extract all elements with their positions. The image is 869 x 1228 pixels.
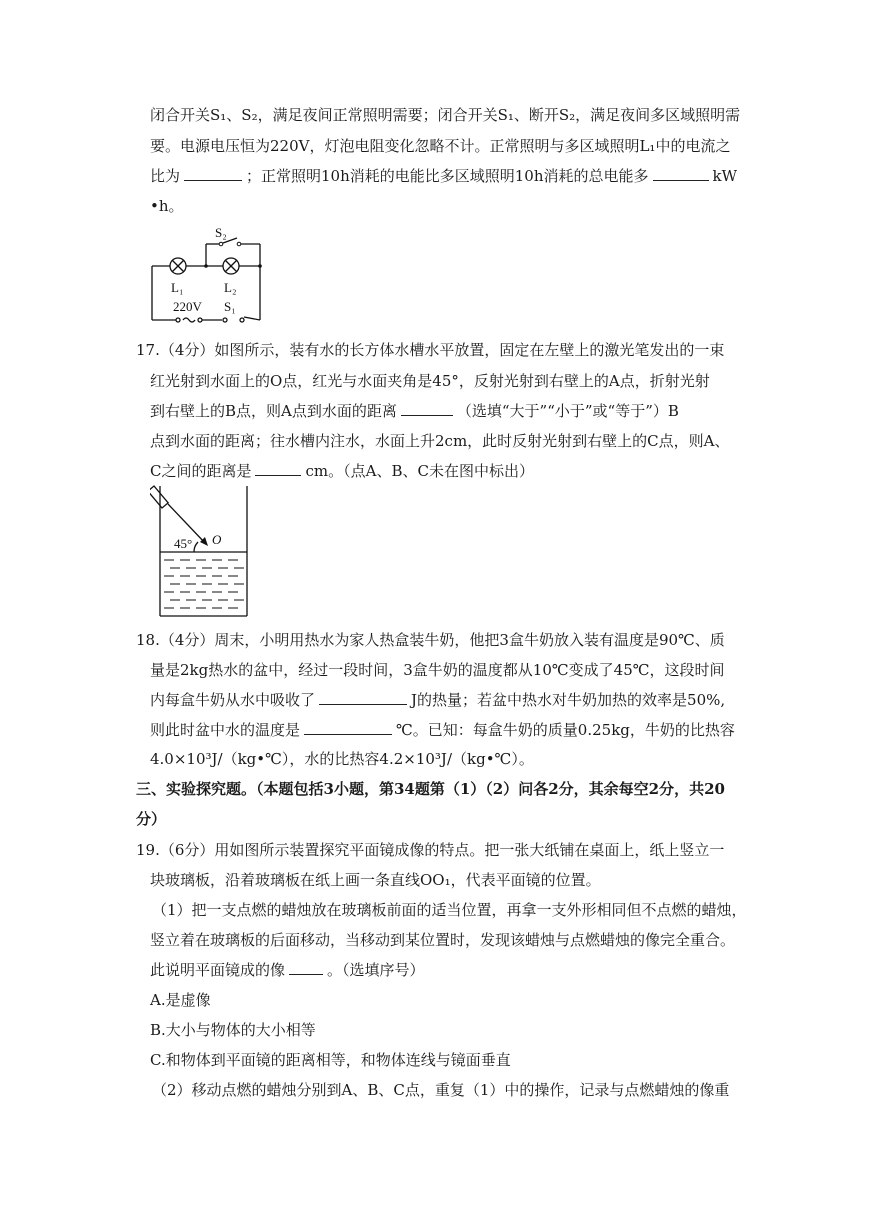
q18-blank-1[interactable] (319, 690, 407, 705)
q16-line-2: 要。电源电压恒为220V，灯泡电阻变化忽略不计。正常照明与多区域照明L₁中的电流之 (150, 137, 731, 155)
water-hatching (164, 560, 244, 608)
water-tank-diagram (150, 482, 254, 620)
q18-line-1: 18.（4分）周末，小明用热水为家人热盒装牛奶，他把3盒牛奶放入装有温度是90℃、质 (136, 631, 725, 649)
q16-line-4: •h。 (150, 197, 184, 215)
q16-line-3: 比为 ；正常照明10h消耗的电能比多区域照明10h消耗的总电能多 kW (150, 167, 738, 185)
q19-part1-line-2: 竖立着在玻璃板的后面移动，当移动到某位置时，发现该蜡烛与点燃蜡烛的像完全重合。 (150, 931, 736, 949)
q16-blank-1[interactable] (184, 166, 242, 181)
label-s2: S₂ (215, 225, 227, 240)
q19-option-c: C.和物体到平面镜的距离相等，和物体连线与镜面垂直 (150, 1051, 511, 1069)
q18-blank-2[interactable] (304, 720, 392, 735)
label-45-degrees: 45° (174, 536, 193, 551)
q19-line-2: 块玻璃板，沿着玻璃板在纸上画一条直线OO₁，代表平面镜的位置。 (150, 871, 601, 889)
q19-option-a: A.是虚像 (150, 991, 211, 1009)
section-3-heading: 三、实验探究题。（本题包括3小题，第34题第（1）（2）问各2分，其余每空2分，共20 (136, 780, 725, 798)
q17-line-2: 红光射到水面上的O点，红光与水面夹角是45°，反射光射到右壁上的A点，折射光射 (150, 372, 710, 390)
q19-part1-line-1: （1）把一支点燃的蜡烛放在玻璃板前面的适当位置，再拿一支外形相同但不点燃的蜡烛， (152, 901, 747, 919)
q17-blank-2[interactable] (255, 461, 301, 476)
q19-part2-line-1: （2）移动点燃的蜡烛分别到A、B、C点，重复（1）中的操作，记录与点燃蜡烛的像重 (152, 1081, 730, 1099)
q17-line-3: 到右壁上的B点，则A点到水面的距离 （选填“大于”“小于”或“等于”）B (150, 402, 679, 420)
label-220v: 220V (173, 299, 202, 314)
label-point-o: O (212, 532, 222, 547)
q17-blank-1[interactable] (401, 401, 453, 416)
q19-option-b: B.大小与物体的大小相等 (150, 1021, 316, 1039)
label-l2: L₂ (224, 280, 237, 295)
q18-line-2: 量是2kg热水的盆中，经过一段时间，3盒牛奶的温度都从10℃变成了45℃，这段时间 (150, 661, 725, 679)
label-s1: S₁ (224, 299, 236, 314)
q17-line-4: 点到水面的距离；往水槽内注水，水面上升2cm，此时反射光射到右壁上的C点，则A、 (150, 432, 730, 450)
q16-line-1: 闭合开关S₁、S₂，满足夜间正常照明需要；闭合开关S₁、断开S₂，满足夜间多区域照明需 (150, 106, 741, 124)
q19-part1-line-3: 此说明平面镜成的像 。（选填序号） (150, 961, 425, 979)
q17-line-5: C之间的距离是 cm。（点A、B、C未在图中标出） (150, 462, 534, 480)
q17-line-1: 17.（4分）如图所示，装有水的长方体水槽水平放置，固定在左壁上的激光笔发出的一束 (136, 341, 725, 359)
section-3-heading-cont: 分） (136, 810, 167, 828)
circuit-diagram (145, 222, 270, 326)
q18-line-5: 4.0×10³J/（kg•℃），水的比热容4.2×10³J/（kg•℃）。 (150, 750, 534, 768)
label-l1: L₁ (171, 280, 184, 295)
q18-line-3: 内每盒牛奶从水中吸收了 J的热量；若盆中热水对牛奶加热的效率是50%, (150, 691, 726, 709)
q16-blank-2[interactable] (653, 166, 709, 181)
q18-line-4: 则此时盆中水的温度是 ℃。已知：每盒牛奶的质量0.25kg，牛奶的比热容 (150, 721, 735, 739)
q19-blank-1[interactable] (289, 960, 323, 975)
q19-line-1: 19.（6分）用如图所示装置探究平面镜成像的特点。把一张大纸铺在桌面上，纸上竖立一 (136, 841, 725, 859)
